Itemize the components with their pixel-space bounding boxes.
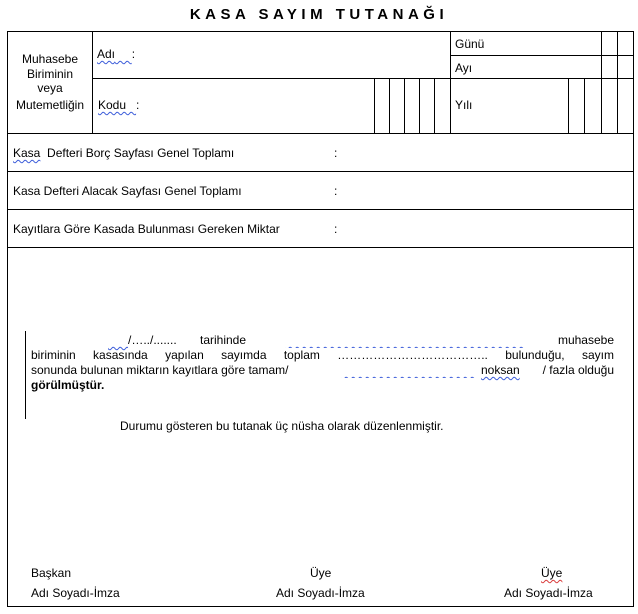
statement-line (31, 363, 614, 378)
month-label: Ayı (455, 61, 473, 75)
name-field-line (115, 47, 132, 61)
divider (584, 78, 585, 133)
year-label: Yılı (455, 98, 473, 112)
signature-role: Başkan (31, 566, 72, 580)
divider (7, 209, 634, 210)
total-row-borc (13, 146, 234, 160)
noksan-word: noksan (481, 363, 520, 377)
signature-caption: Adı Soyadı-İmza (276, 586, 365, 600)
divider (601, 31, 602, 78)
code-field (98, 98, 139, 112)
page-title: KASA SAYIM TUTANAĞI (189, 6, 449, 23)
divider (7, 133, 634, 134)
unit-name-blank (285, 333, 551, 348)
paragraph-margin-bar (25, 331, 26, 419)
form-frame (7, 31, 634, 607)
divider (7, 171, 634, 172)
amount-blank (341, 363, 476, 378)
divider (568, 78, 569, 133)
divider (92, 78, 634, 79)
divider (374, 78, 375, 133)
statement-line: biriminin kasasında yapılan sayımda toplam ……………………………….. bulunduğu, sayım (31, 348, 614, 362)
code-label: Kodu (98, 98, 127, 112)
total-row-alacak: Kasa Defteri Alacak Sayfası Genel Toplamı (13, 184, 242, 198)
signature-role: Üye (541, 566, 563, 580)
name-colon: : (131, 47, 136, 61)
unit-label-line: veya (37, 81, 63, 95)
statement-line (31, 333, 614, 348)
divider (617, 78, 618, 133)
date-blank (108, 333, 128, 348)
total-row-colon: : (334, 222, 338, 236)
divider (617, 31, 618, 78)
signature-caption: Adı Soyadı-İmza (504, 586, 593, 600)
divider (434, 78, 435, 133)
total-row-required: Kayıtlara Göre Kasada Bulunması Gereken Miktar (13, 222, 280, 236)
total-row-colon: : (334, 146, 338, 160)
divider (389, 78, 390, 133)
name-label: Adı (97, 47, 116, 61)
statement-paragraph (31, 333, 614, 393)
unit-label-line: Biriminin (26, 66, 73, 81)
signature-role: Üye (310, 566, 332, 580)
code-field-line (126, 98, 136, 112)
signature-caption: Adı Soyadı-İmza (31, 586, 120, 600)
divider (92, 31, 93, 133)
name-field (97, 47, 135, 61)
day-label: Günü (455, 37, 485, 51)
total-row-label: Kasa (13, 146, 41, 160)
unit-label-line: Muhasebe (21, 52, 79, 66)
divider (450, 55, 634, 56)
date-blank-rest: /…../....... (128, 333, 177, 347)
divider (419, 78, 420, 133)
unit-word: muhasebe (557, 333, 614, 347)
unit-label (8, 52, 92, 112)
statement-text: sonunda bulunan miktarın kayıtlara göre tamam/ (31, 363, 289, 377)
divider (404, 78, 405, 133)
divider (601, 78, 602, 133)
copies-note: Durumu gösteren bu tutanak üç nüsha olarak düzenlenmiştir. (120, 419, 444, 433)
total-row-colon: : (334, 184, 338, 198)
unit-label-line: Mutemetliğin (15, 97, 85, 112)
on-date-text: tarihinde (200, 333, 247, 347)
statement-text: / fazla olduğu (542, 363, 614, 377)
divider (450, 31, 451, 133)
code-colon: : (136, 98, 140, 112)
divider (7, 247, 634, 248)
statement-line: görülmüştür. (31, 378, 105, 392)
total-row-label: Defteri Borç Sayfası Genel Toplamı (40, 146, 235, 160)
